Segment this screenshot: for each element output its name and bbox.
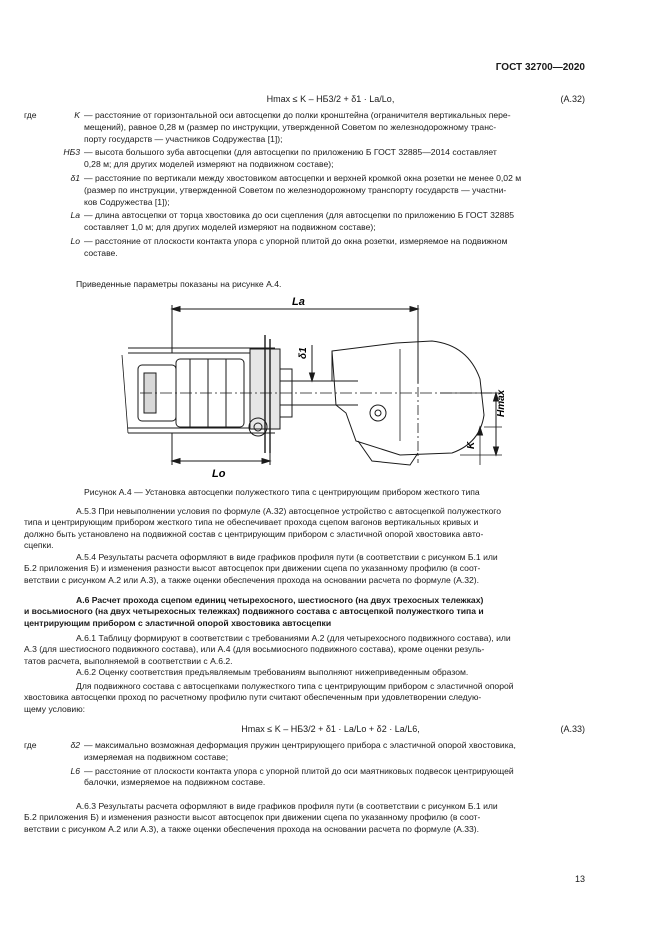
formula-a32-number: (А.32) (560, 94, 585, 104)
definition-text-line: — расстояние от плоскости контакта упора с упорной плитой до оси маятниковых подвесок центрирующей (84, 765, 514, 776)
definition-text-line: (размер по инструкции, утвержденной Советом по железнодорожному транспорту государств — участни- (84, 184, 507, 195)
definition-text-line: — расстояние от горизонтальной оси автосцепки до полки кронштейна (ограничителя вертикальных пере- (84, 110, 511, 120)
page-number: 13 (574, 874, 585, 884)
la-label: Lа (292, 296, 305, 308)
text-line: щему условию: (24, 703, 86, 714)
text-line: А.5.4 Результаты расчета оформляют в виде графиков профиля пути (в соответствии с рисунком Б.1 или (76, 552, 498, 562)
text-line: должно быть установлено на подвижной состав с центрирующим прибором с эластичной опорой хвостовика авто- (24, 528, 484, 539)
text-line: Б.2 приложения Б) и изменения разности высот автосцепок при движении сцепа по указанному профилю (в соот- (24, 563, 481, 574)
section-a6-title (24, 595, 583, 629)
definition-text-line: балочки, измеряемое на подвижном составе. (84, 777, 266, 788)
paragraph-condition (24, 681, 583, 715)
definition-text-line: 0,28 м; для других моделей измеряют на подвижном составе); (84, 159, 334, 170)
definition-symbol: L6 (70, 765, 80, 776)
paragraph-a62 (48, 667, 583, 678)
definition-text-line: порту государств — участников Содружества [1]); (84, 133, 283, 144)
text-line: Для подвижного состава с автосцепками полужесткого типа с центрирующим прибором с эластичной опорой (76, 681, 514, 691)
figure-a4-coupler-drawing (100, 293, 510, 483)
text-line: А.6.3 Результаты расчета оформляют в виде графиков профиля пути (в соответствии с рисунком Б.1 или (76, 801, 498, 811)
definition-text-line: — расстояние от плоскости контакта упора с упорной плитой до окна розетки, измеряемое на подвижном (84, 236, 508, 246)
text-line: А.5.3 При невыполнении условия по формуле (А.32) автосцепное устройство с автосцепкой полужесткого (76, 506, 502, 516)
text-line: татов расчета, выполняемой в соответствии с А.6.2. (24, 655, 233, 666)
text-line: типа и центрирующим прибором жесткого типа не обеспечивает прохода сцепом вагонов вертикальных кривых и (24, 517, 479, 528)
text-line: ветствии с рисунком А.2 или А.3), а также оценки обеспечения прохода на основании расчета по формуле (А.32). (24, 574, 480, 585)
definition-text-line: — расстояние по вертикали между хвостовиком автосцепки и верхней кромкой окна розетки не менее 0,02 м (84, 173, 522, 183)
text-line: А.6.1 Таблицу формируют в соответствии с требованиями А.2 (для четырехосного подвижного состава), или (76, 633, 511, 643)
paragraph-a54 (24, 552, 583, 586)
text-line: хвостовика автосцепки проход по расчетному профилю пути считают обеспеченным при удовлетворении следую- (24, 692, 482, 703)
definition-text-line: измеряемая на подвижном составе; (84, 751, 229, 762)
paragraph-a61 (24, 633, 583, 667)
definition-text-line: мещений), равное 0,28 м (размер по инструкции, утвержденной Советом по железнодорожному транс- (84, 121, 497, 132)
lo-label: Lо (212, 468, 226, 480)
definition-text-line: составляет 1,0 м; для других моделей измеряют на подвижном составе); (84, 222, 376, 233)
definition-text-line: ков Содружества [1]); (84, 196, 170, 207)
formula-a33-number: (А.33) (560, 724, 585, 734)
definition-symbol: δ2 (70, 740, 80, 750)
definition-symbol: HБ3 (63, 147, 80, 158)
text-line: сцепки. (24, 540, 54, 551)
definition-symbol: δ1 (70, 173, 80, 183)
formula-a32: Hmax ≤ K – HБ3/2 + δ1 · Lа/Lо, (266, 94, 395, 104)
figure-caption: Рисунок А.4 — Установка автосцепки полужесткого типа с центрирующим прибором жесткого типа (84, 487, 480, 497)
definition-text-line: — длина автосцепки от торца хвостовика до оси сцепления (для автосцепки по приложению Б ГОСТ 32885 (84, 210, 515, 221)
definition-text-line: — максимально возможная деформация пружин центрирующего прибора с эластичной опорой хвостовика, (84, 740, 516, 750)
definition-symbol: Lо (70, 236, 80, 246)
definition-symbol: K (74, 110, 80, 120)
text-line: А.3 (для шестиосного подвижного состава), или А.4 (для восьмиосного подвижного состава), кроме оценки резуль- (24, 644, 485, 655)
text-line: ветствии с рисунком А.2 или А.3), а также оценки обеспечения прохода на основании расчета по формуле (А.33). (24, 823, 480, 834)
delta1-label: δ1 (298, 347, 309, 359)
text-line: А.6 Расчет прохода сцепом единиц четырехосного, шестиосного (на двух трехосных тележках) (76, 595, 484, 605)
document-header: ГОСТ 32700—2020 (495, 62, 585, 73)
definition-prefix: где (24, 110, 37, 120)
definition-text-line: составе. (84, 247, 118, 258)
paragraph-a63 (24, 801, 583, 835)
definition-text-line: — высота большого зуба автосцепки (для автосцепки по приложению Б ГОСТ 32885—2014 составляет (84, 147, 497, 158)
params-intro: Приведенные параметры показаны на рисунке А.4. (76, 279, 282, 289)
formula-a33: Hmax ≤ K – HБ3/2 + δ1 · Lа/Lо + δ2 · Lа/L6, (241, 724, 420, 734)
k-label: K (466, 441, 477, 449)
paragraph-a53 (24, 506, 583, 552)
definition-symbol: Lа (70, 210, 80, 221)
text-line: и восьмиосного (на двух четырехосных тележках) подвижного состава с автосцепкой полужесткого типа и (24, 606, 484, 617)
text-line: Б.2 приложения Б) и изменения разности высот автосцепок при движении сцепа по указанному профилю (в соот- (24, 812, 481, 823)
definition-prefix: где (24, 740, 37, 750)
text-line: центрирующим прибором с эластичной опорой хвостовика автосцепки (24, 617, 332, 628)
hmax-label: Hmax (496, 389, 507, 417)
text-line: А.6.2 Оценку соответствия предъявляемым требованиям выполняют нижеприведенным образом. (76, 667, 469, 677)
